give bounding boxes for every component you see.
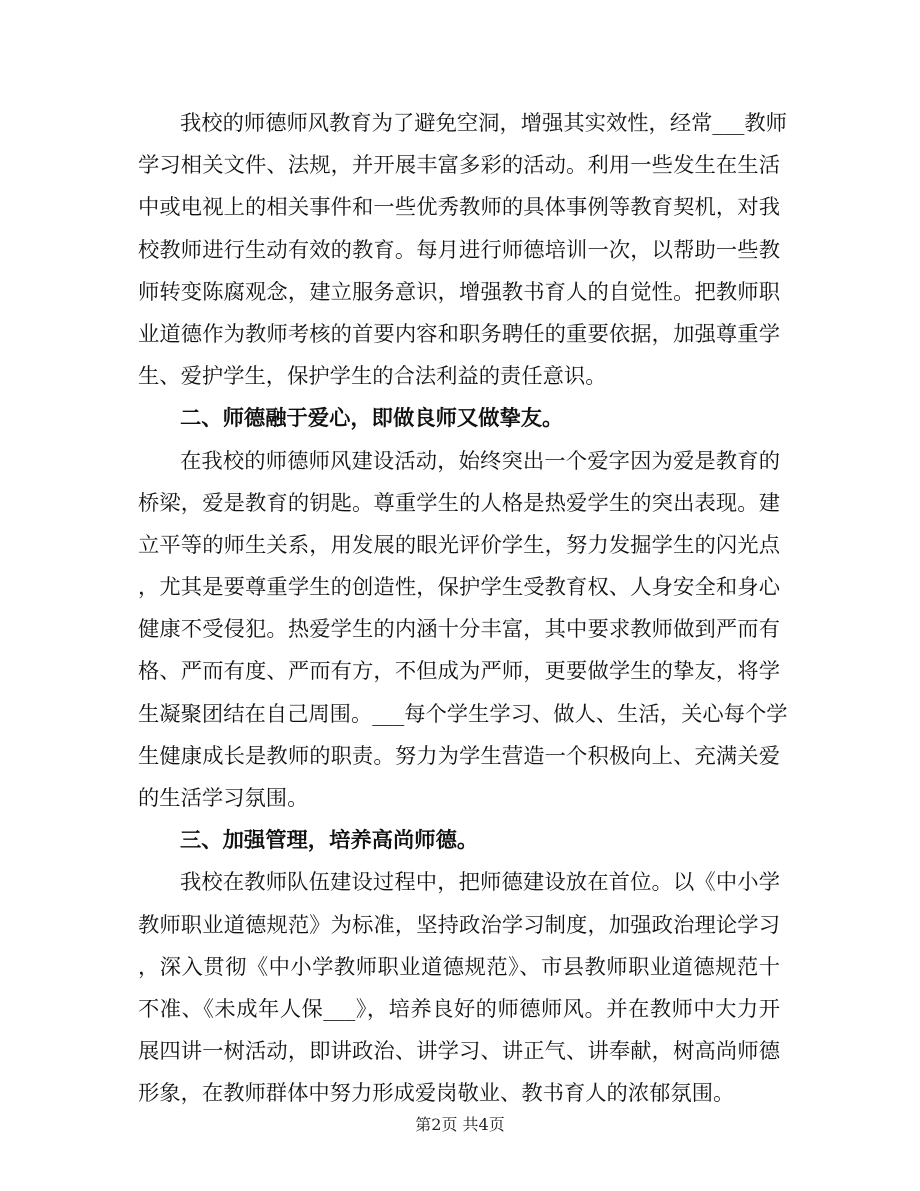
- line-text: 师转变陈腐观念，建立服务意识，增强教书育人的自觉性。把教师职: [138, 279, 780, 305]
- heading-text: 二、师德融于爱心，即做良师又做挚友。: [180, 406, 564, 432]
- paragraph-line: [138, 651, 780, 693]
- paragraph-line: [138, 187, 780, 229]
- paragraph-line: [138, 567, 780, 609]
- page-number: 第2页 共4页: [415, 1115, 505, 1134]
- section-heading: [138, 820, 780, 862]
- paragraph-line: [138, 989, 780, 1031]
- line-text: 形象，在教师群体中努力形成爱岗敬业、教书育人的浓郁氛围。: [138, 1081, 735, 1107]
- line-text: 校教师进行生动有效的教育。每月进行师德培训一次，以帮助一些教: [138, 237, 780, 263]
- line-text: 健康不受侵犯。热爱学生的内涵十分丰富，其中要求教师做到严而有: [138, 617, 780, 643]
- line-text: 中或电视上的相关事件和一些优秀教师的具体事例等教育契机，对我: [138, 195, 780, 221]
- line-text: 在我校的师德师风建设活动，始终突出一个爱字因为爱是教育的: [180, 448, 780, 474]
- paragraph-line: [138, 947, 780, 989]
- line-text: ，尤其是要尊重学生的创造性，保护学生受教育权、人身安全和身心: [138, 575, 780, 601]
- line-text: 业道德作为教师考核的首要内容和职务聘任的重要依据，加强尊重学: [138, 321, 780, 347]
- line-text: 生凝聚团结在自己周围。___每个学生学习、做人、生活，关心每个学: [138, 701, 788, 727]
- line-text: 生健康成长是教师的职责。努力为学生营造一个积极向上、充满关爱: [138, 743, 780, 769]
- line-text: 格、严而有度、严而有方，不但成为严师，更要做学生的挚友，将学: [138, 659, 780, 685]
- line-text: 我校在教师队伍建设过程中，把师德建设放在首位。以《中小学: [180, 870, 780, 896]
- paragraph-line: [138, 1031, 780, 1073]
- document-body: [138, 103, 788, 1116]
- line-text: 教师职业道德规范》为标准，坚持政治学习制度，加强政治理论学习: [138, 912, 780, 938]
- paragraph-line: [138, 230, 780, 272]
- line-text: 生、爱护学生，保护学生的合法利益的责任意识。: [138, 364, 607, 390]
- heading-text: 三、加强管理，培养高尚师德。: [180, 828, 479, 854]
- paragraph-line: [138, 272, 780, 314]
- paragraph-line: [138, 694, 788, 736]
- paragraph-line: [138, 609, 780, 651]
- line-text: 我校的师德师风教育为了避免空洞，增强其实效性，经常___教师: [180, 111, 787, 136]
- line-text: 的生活学习氛围。: [138, 786, 309, 811]
- paragraph-line: [138, 314, 780, 356]
- paragraph-line: [138, 905, 780, 947]
- paragraph-line: [138, 736, 780, 778]
- section-heading: [138, 398, 780, 440]
- line-text: 展四讲一树活动，即讲政治、讲学习、讲正气、讲奉献，树高尚师德: [138, 1039, 780, 1065]
- paragraph-line: [138, 525, 780, 567]
- paragraph-line: [138, 1073, 780, 1115]
- paragraph-line: [138, 145, 780, 187]
- paragraph-line: [138, 483, 780, 525]
- paragraph-line: [138, 778, 780, 820]
- line-text: 不准、《未成年人保___》，培养良好的师德师风。并在教师中大力开: [138, 996, 780, 1022]
- paragraph-line: [138, 103, 787, 145]
- line-text: ，深入贯彻《中小学教师职业道德规范》、市县教师职业道德规范十: [138, 954, 780, 980]
- line-text: 学习相关文件、法规，并开展丰富多彩的活动。利用一些发生在生活: [138, 153, 780, 179]
- paragraph-line: [138, 441, 780, 483]
- paragraph-line: [138, 862, 780, 904]
- line-text: 桥梁，爱是教育的钥匙。尊重学生的人格是热爱学生的突出表现。建: [138, 490, 780, 516]
- paragraph-line: [138, 356, 780, 398]
- line-text: 立平等的师生关系，用发展的眼光评价学生，努力发掘学生的闪光点: [138, 532, 780, 558]
